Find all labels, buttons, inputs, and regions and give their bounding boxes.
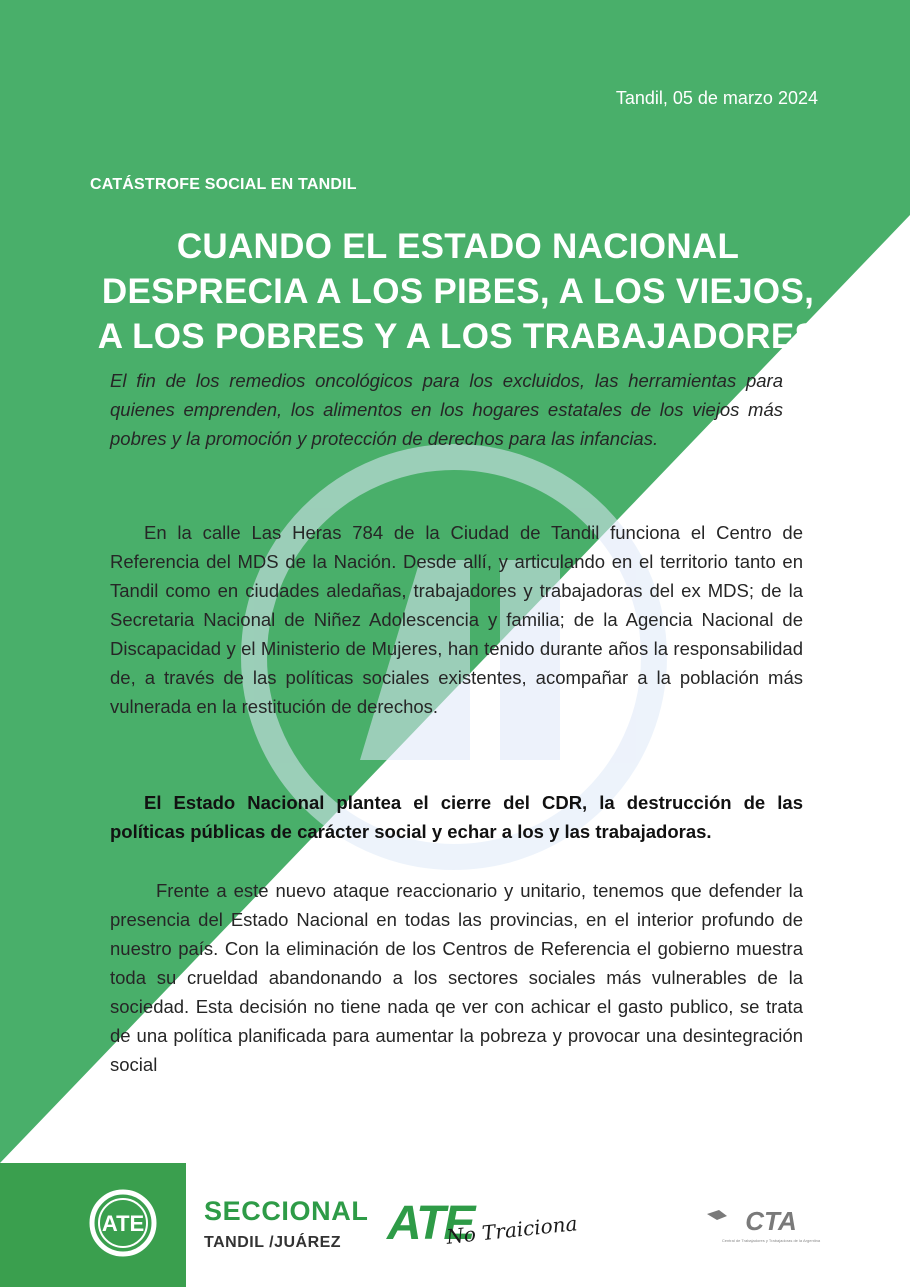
- bold-statement: El Estado Nacional plantea el cierre del CDR, la destrucción de las políticas públicas de carácter social y echar a los y las trabajadoras.: [110, 792, 803, 842]
- ate-logo-text: ATE: [101, 1211, 145, 1236]
- headline: [60, 224, 856, 359]
- headline-line: DESPRECIA A LOS PIBES, A LOS VIEJOS,: [101, 272, 815, 311]
- seccional-subtitle: TANDIL /JUÁREZ: [204, 1234, 342, 1251]
- cta-caption: Central de Trabajadores y Trabajadoras de la Argentina: [721, 1238, 821, 1243]
- headline-line: A LOS POBRES Y A LOS TRABAJADORES: [97, 317, 819, 356]
- document-date: Tandil, 05 de marzo 2024: [615, 88, 818, 108]
- kicker-title: CATÁSTROFE SOCIAL EN TANDIL: [90, 176, 357, 193]
- seccional-title: SECCIONAL: [204, 1196, 369, 1226]
- body-paragraph: En la calle Las Heras 784 de la Ciudad de Tandil funciona el Centro de Referencia del MDS de la Nación. Desde allí, y articulando en el territorio tanto en Tandil como en ciudades aledañas, trabajadores y trabajadoras del ex MDS; de la Secretaria Nacional de Niñez Adolescencia y familia; de la Agencia Nacional de Discapacidad y el Ministerio de Mujeres, han tenido durante años la responsabilidad de, a través de las políticas sociales existentes, acompañar a la población más vulnerada en la restitución de derechos.: [110, 522, 803, 717]
- ate-tagline: No Traiciona: [445, 1211, 579, 1249]
- lead-paragraph: El fin de los remedios oncológicos para los excluidos, las herramientas para quienes emprenden, los alimentos en los hogares estatales de los viejos más pobres y la promoción y protección de derechos para las infancias.: [110, 370, 783, 449]
- cta-logo-icon: [705, 1202, 825, 1246]
- ate-brand-logo: ATE: [387, 1197, 474, 1250]
- headline-line: CUANDO EL ESTADO NACIONAL: [176, 227, 740, 266]
- ate-circle-logo-icon: [88, 1188, 158, 1258]
- cta-logo-text: CTA: [745, 1206, 797, 1236]
- body-paragraph: Frente a este nuevo ataque reaccionario y unitario, tenemos que defender la presencia del Estado Nacional en todas las provincias, en el interior profundo de nuestro país. Con la eliminación de los Centros de Referencia el gobierno muestra toda su crueldad abandonando a los sectores sociales más vulnerables de la sociedad. Esta decisión no tiene nada qe ver con achicar el gasto publico, se trata de una política planificada para aumentar la pobreza y provocar una desintegración social: [110, 880, 803, 1075]
